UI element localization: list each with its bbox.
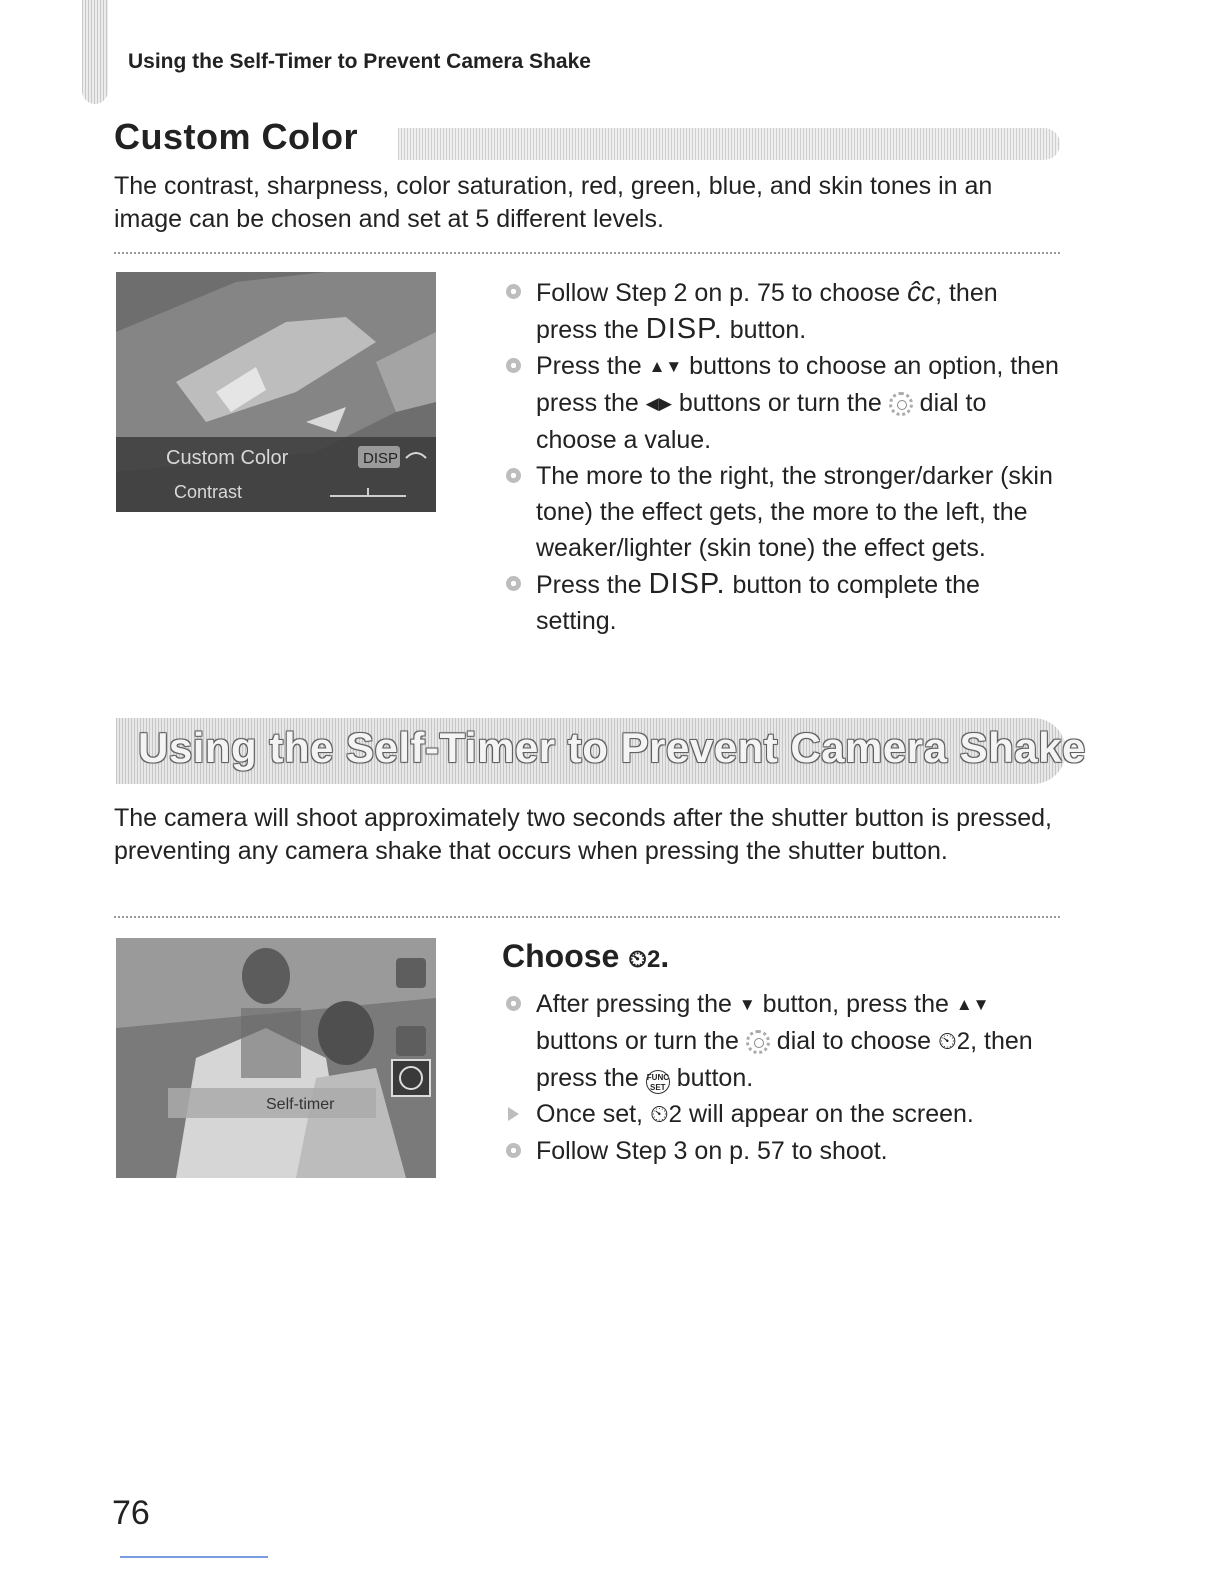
bullet-icon xyxy=(506,1143,521,1158)
bullet-icon xyxy=(506,358,521,373)
self-timer-intro: The camera will shoot approximately two seconds after the shutter button is pressed, preventing any camera shake that occurs when pressing the shutter button. xyxy=(114,804,1052,865)
footer-line xyxy=(120,1556,268,1558)
screen-option-label: Contrast xyxy=(174,482,243,502)
list-item: The more to the right, the stronger/darker (skin tone) the effect gets, the more to the left, the weaker/lighter (skin tone) the effect gets. xyxy=(500,458,1060,566)
camera-screen-graphic xyxy=(116,938,436,1178)
control-dial-icon xyxy=(746,1030,770,1054)
control-dial-icon xyxy=(889,392,913,416)
disp-button-glyph: DISP. xyxy=(645,313,723,345)
left-right-arrows-icon: ◀▶ xyxy=(645,394,672,413)
result-arrow-icon xyxy=(508,1107,519,1121)
list-item: Once set, ⏲2 will appear on the screen. xyxy=(500,1096,1060,1133)
list-item: Press the DISP. button to complete the setting. xyxy=(500,566,1060,639)
self-timer-2s-icon: ⏲2 xyxy=(649,1101,683,1128)
disp-button-glyph: DISP. xyxy=(648,568,726,600)
custom-color-icon: ĉc xyxy=(907,276,936,307)
bullet-icon xyxy=(506,284,521,299)
self-timer-steps xyxy=(500,986,1060,1169)
choose-heading: Choose ⏲2. xyxy=(502,938,670,974)
section-title-self-timer: Using the Self-Timer to Prevent Camera Shake xyxy=(138,724,1086,771)
list-item: Follow Step 3 on p. 57 to shoot. xyxy=(500,1133,1060,1169)
camera-screen-graphic xyxy=(116,272,436,512)
running-header: Using the Self-Timer to Prevent Camera Shake xyxy=(128,50,591,73)
up-down-arrows-icon: ▲▼ xyxy=(955,995,990,1014)
dotted-divider xyxy=(114,916,1060,918)
section-title-custom-color: Custom Color xyxy=(114,116,358,157)
list-item: After pressing the ▼ button, press the ▲▼ buttons or turn the dial to choose ⏲2, then press the FUNC SET button. xyxy=(500,986,1060,1096)
down-arrow-icon: ▼ xyxy=(738,995,756,1014)
list-item: Press the ▲▼ buttons to choose an option, then press the ◀▶ buttons or turn the dial to choose a value. xyxy=(500,348,1060,458)
self-timer-2s-icon: ⏲2 xyxy=(938,1028,971,1055)
self-timer-2s-icon: ⏲2 xyxy=(628,946,661,973)
screen-disp-badge: DISP xyxy=(363,450,399,467)
up-down-arrows-icon: ▲▼ xyxy=(648,357,683,376)
dotted-divider xyxy=(114,252,1060,254)
bullet-icon xyxy=(506,468,521,483)
custom-color-steps xyxy=(500,274,1060,639)
func-set-button-icon: FUNC SET xyxy=(646,1070,670,1094)
section-title-bar xyxy=(398,128,1060,160)
self-timer-screen-image xyxy=(116,938,436,1178)
bullet-icon xyxy=(506,996,521,1011)
page-number: 76 xyxy=(112,1494,150,1532)
custom-color-intro: The contrast, sharpness, color saturation, red, green, blue, and skin tones in an image can be chosen and set at 5 different levels. xyxy=(114,172,993,233)
bullet-icon xyxy=(506,576,521,591)
side-tab-marker xyxy=(82,0,108,104)
custom-color-screen-image xyxy=(116,272,436,512)
list-item: Follow Step 2 on p. 75 to choose ĉc, then press the DISP. button. xyxy=(500,274,1060,348)
screen-menu-label: Custom Color xyxy=(166,447,289,469)
screen-menu-label: Self-timer xyxy=(266,1096,335,1113)
